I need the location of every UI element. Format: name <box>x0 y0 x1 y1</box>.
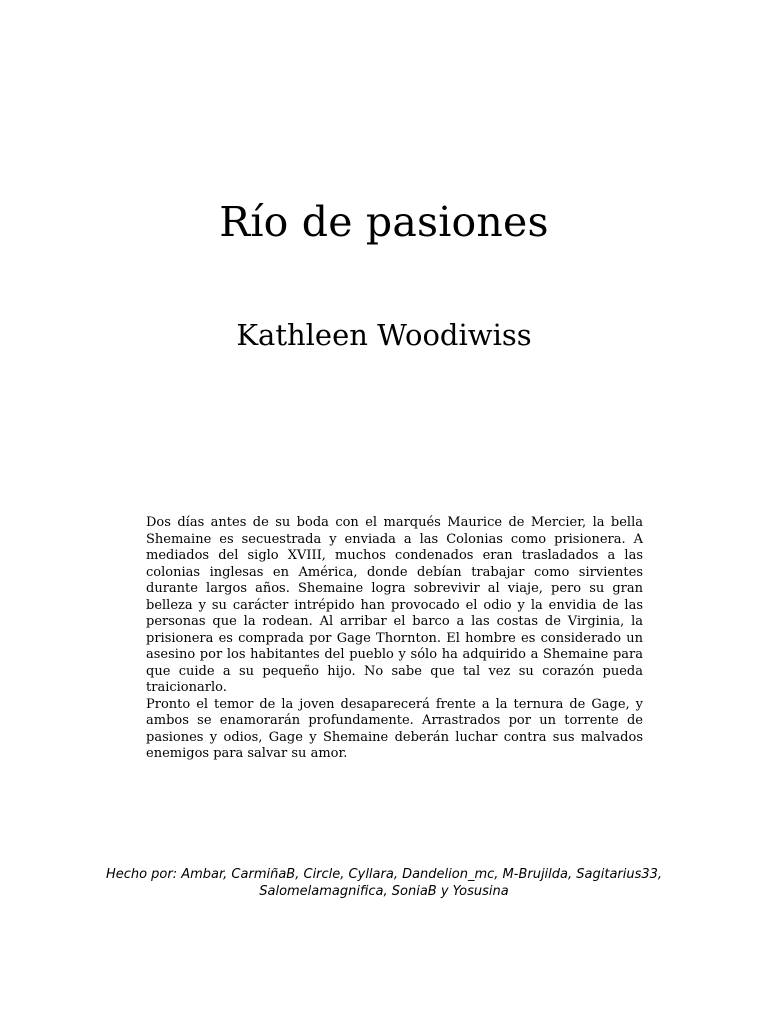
credits-line: Hecho por: Ambar, CarmiñaB, Circle, Cyllara, Dandelion_mc, M-Brujilda, Sagitarius33, <box>105 867 663 882</box>
synopsis-paragraph: Pronto el temor de la joven desaparecerá frente a la ternura de Gage, y ambos se enamorarán profundamente. Arrastrados por un torrente de pasiones y odios, Gage y Shemaine deberán luchar contra sus malvados enemigos para salvar su amor. <box>146 696 643 761</box>
book-title: Río de pasiones <box>219 198 549 246</box>
credits-line: Salomelamagnifica, SoniaB y Yosusina <box>259 884 509 899</box>
synopsis-paragraph: Dos días antes de su boda con el marqués Maurice de Mercier, la bella Shemaine es secuestrada y enviada a las Colonias como prisionera. A mediados del siglo XVIII, muchos condenados eran trasladados a las colonias inglesas en América, donde debían trabajar como sirvientes durante largos años. Shemaine logra sobrevivir al viaje, pero su gran belleza y su carácter intrépido han provocado el odio y la envidia de las personas que la rodean. Al arribar el barco a las costas de Virginia, la prisionera es comprada por Gage Thornton. El hombre es considerado un asesino por los habitantes del pueblo y sólo ha adquirido a Shemaine para que cuide a su pequeño hijo. No sabe que tal vez su corazón pueda traicionarlo. <box>146 515 643 695</box>
synopsis-block <box>146 515 643 763</box>
book-author: Kathleen Woodiwiss <box>236 318 532 352</box>
credits <box>60 866 708 900</box>
